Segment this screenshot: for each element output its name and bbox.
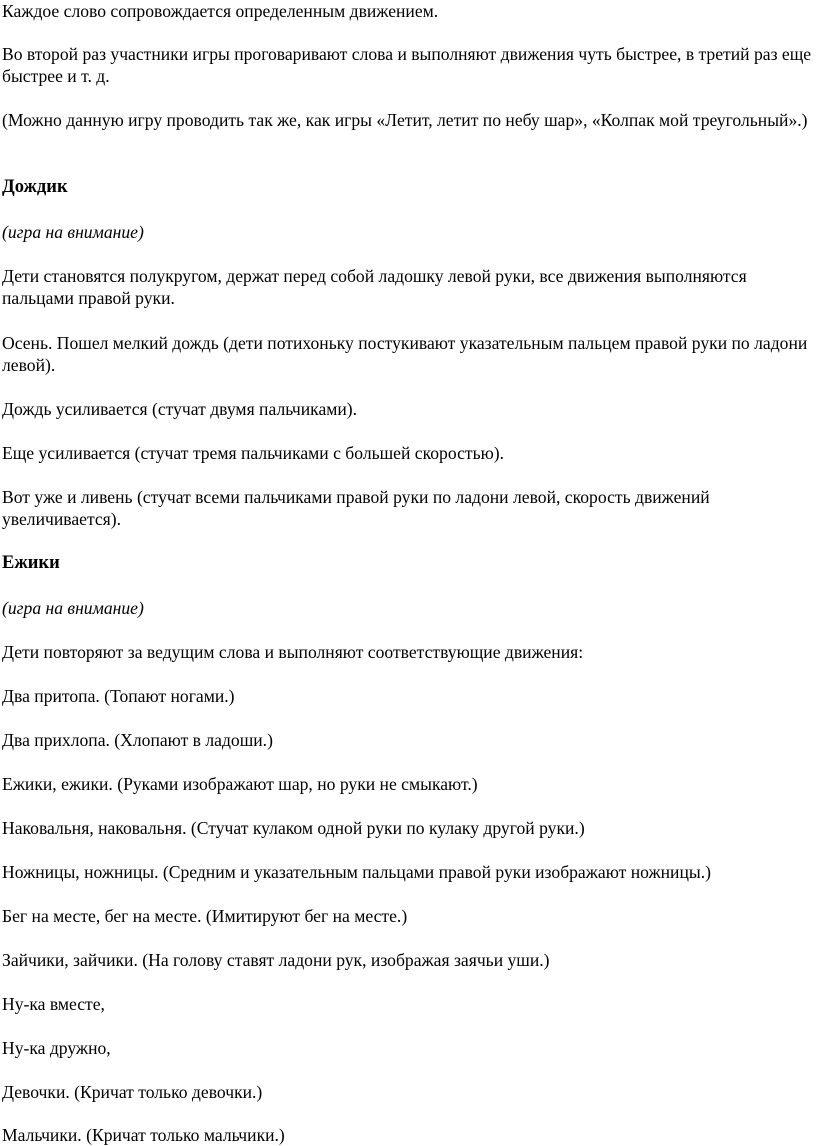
paragraph: Ежики, ежики. (Руками изображают шар, но руки не смыкают.) [2, 774, 478, 794]
paragraph: Бег на месте, бег на месте. (Имитируют бег на месте.) [2, 906, 408, 926]
paragraph: Два прихлопа. (Хлопают в ладоши.) [2, 730, 273, 750]
section-subtitle: (игра на внимание) [2, 222, 144, 242]
section-title-dozhdik: Дождик [2, 177, 68, 197]
paragraph: Дети становятся полукругом, держат перед собой ладошку левой руки, все движения выполняются пальцами правой руки. [2, 266, 747, 308]
paragraph: (Можно данную игру проводить так же, как игры «Летит, летит по небу шар», «Колпак мой треугольный».) [2, 110, 808, 130]
section-title-ezhiki: Ежики [2, 553, 60, 573]
paragraph: Вот уже и ливень (стучат всеми пальчиками правой руки по ладони левой, скорость движений увеличивается). [2, 487, 710, 529]
paragraph: Зайчики, зайчики. (На голову ставят ладони рук, изображая заячьи уши.) [2, 950, 550, 970]
paragraph: Девочки. (Кричат только девочки.) [2, 1082, 263, 1102]
paragraph: Два притопа. (Топают ногами.) [2, 686, 235, 706]
paragraph: Дождь усиливается (стучат двумя пальчиками). [2, 399, 358, 419]
paragraph: Ну-ка дружно, [2, 1038, 111, 1058]
section-subtitle: (игра на внимание) [2, 598, 144, 618]
paragraph: Еще усиливается (стучат тремя пальчиками с большей скоростью). [2, 443, 505, 463]
paragraph: Каждое слово сопровождается определенным движением. [2, 1, 439, 21]
paragraph: Ножницы, ножницы. (Средним и указательным пальцами правой руки изображают ножницы.) [2, 862, 711, 882]
paragraph: Наковальня, наковальня. (Стучат кулаком одной руки по кулаку другой руки.) [2, 818, 585, 838]
paragraph: Дети повторяют за ведущим слова и выполняют соответствующие движения: [2, 642, 584, 662]
paragraph: Ну-ка вместе, [2, 994, 105, 1014]
paragraph: Мальчики. (Кричат только мальчики.) [2, 1125, 285, 1145]
paragraph: Во второй раз участники игры проговаривают слова и выполняют движения чуть быстрее, в третий раз еще быстрее и т. д. [2, 44, 812, 86]
paragraph: Осень. Пошел мелкий дождь (дети потихоньку постукивают указательным пальцем правой руки по ладони левой). [2, 333, 808, 375]
